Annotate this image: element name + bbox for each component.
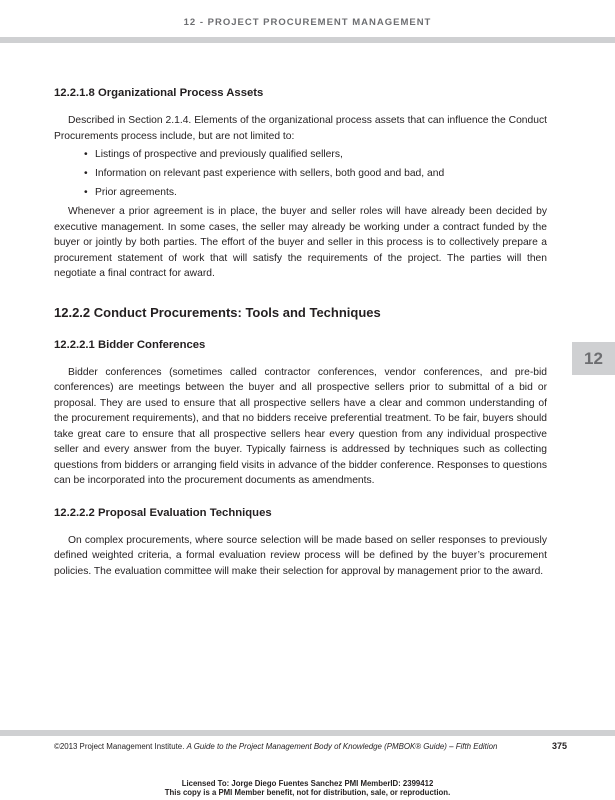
license-line-1: Licensed To: Jorge Diego Fuentes Sanchez PMI MemberID: 2399412 xyxy=(181,779,434,788)
paragraph-prior-agreement: Whenever a prior agreement is in place, the buyer and seller roles will have already been decided by executive management. In some cases, the seller may already be working under a contract funded by the buyer or jointly by both parties. The effort of the buyer and seller in this process is to collectively prepare a procurement statement of work that will satisfy the requirements of the project. The parties will then negotiate a final contract for award. xyxy=(54,206,547,279)
heading-bidder-conferences: 12.2.2.1 Bidder Conferences xyxy=(54,338,206,351)
footer-rule xyxy=(0,730,615,736)
heading-tools-and-techniques: 12.2.2 Conduct Procurements: Tools and Techniques xyxy=(54,304,381,320)
footer-book-title: A Guide to the Project Management Body of Knowledge (PMBOK® Guide) – Fifth Edition xyxy=(186,742,498,751)
list-item: • Listings of prospective and previously qualified sellers, xyxy=(84,149,343,160)
bullet-icon: • xyxy=(84,187,88,198)
list-item: • Information on relevant past experience with sellers, both good and bad, and xyxy=(84,168,445,179)
list-item: • Prior agreements. xyxy=(84,187,177,198)
footer-citation xyxy=(54,742,497,751)
page-content xyxy=(54,86,547,579)
bullet-icon: • xyxy=(84,149,88,160)
header-rule xyxy=(0,37,615,43)
heading-proposal-evaluation: 12.2.2.2 Proposal Evaluation Techniques xyxy=(54,506,272,519)
paragraph-bidder-conferences: Bidder conferences (sometimes called contractor conferences, vendor conferences, and pre-bid conferences) are meetings between the buyer and all prospective sellers prior to submittal of a bid or proposal. They are used to ensure that all prospective sellers have a clear and common understanding of the procurement requirements), and that no bidders receive preferential treatment. To be fair, buyers should take great care to ensure that all prospective sellers hear every question from any individual prospective seller and every answer from the buyer. Typically fairness is addressed by techniques such as collecting questions from bidders or arranging field visits in advance of the bidder conference. Responses to questions can be incorporated into the procurement documents as amendments. xyxy=(54,366,547,486)
license-line-2: This copy is a PMI Member benefit, not for distribution, sale, or reproduction. xyxy=(164,788,451,797)
bullet-list-opa xyxy=(54,147,547,200)
paragraph-proposal-evaluation: On complex procurements, where source selection will be made based on seller responses to previously defined weighted criteria, a formal evaluation review process will be defined by the buyer’s procurement policies. The evaluation committee will make their selection for approval by management prior to the award. xyxy=(54,534,547,577)
license-notice xyxy=(0,779,615,797)
paragraph-opa-intro: Described in Section 2.1.4. Elements of the organizational process assets that can influence the Conduct Procurements process include, but are not limited to: xyxy=(54,115,547,142)
bullet-icon: • xyxy=(84,168,88,179)
chapter-tab: 12 xyxy=(572,342,615,375)
page-number: 375 xyxy=(551,741,567,751)
footer-copyright: ©2013 Project Management Institute. xyxy=(54,742,187,751)
heading-organizational-process-assets: 12.2.1.8 Organizational Process Assets xyxy=(54,87,264,99)
running-header: 12 - PROJECT PROCUREMENT MANAGEMENT xyxy=(183,17,432,28)
